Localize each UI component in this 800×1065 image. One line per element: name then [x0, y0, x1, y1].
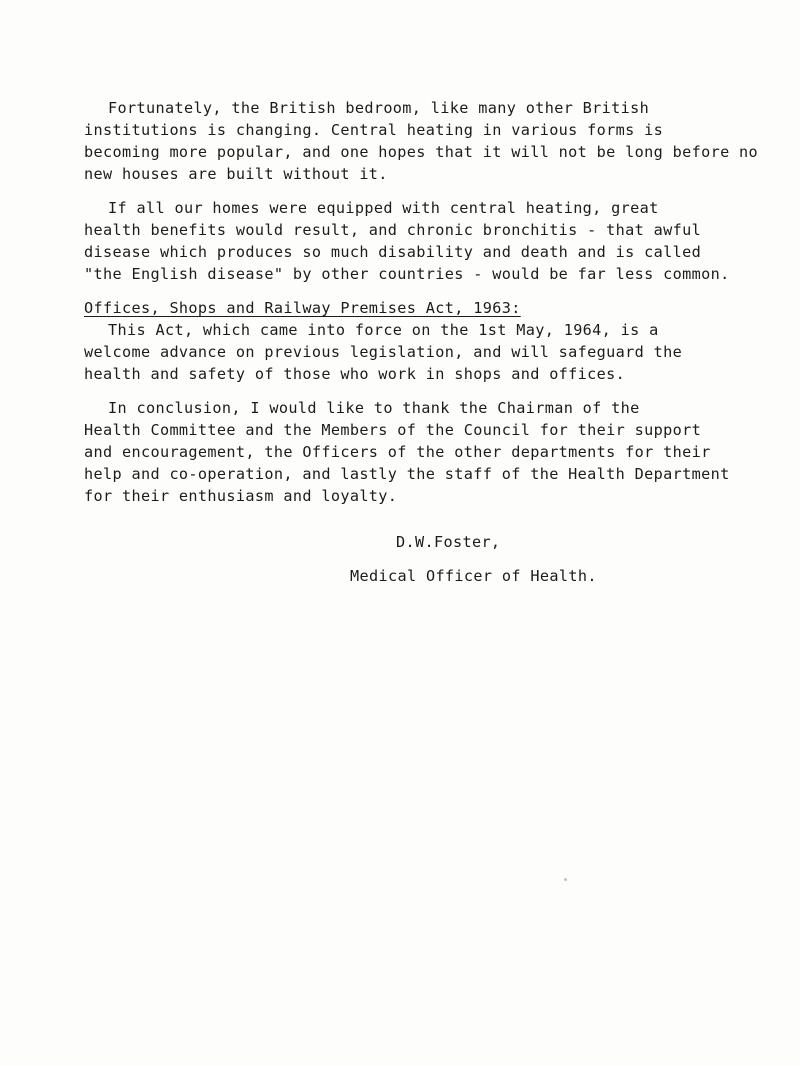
- paragraph-act-line-3: health and safety of those who work in shops and offices.: [84, 365, 626, 383]
- paragraph-conclusion-line-2: Health Committee and the Members of the Council for their support: [84, 421, 702, 439]
- section-heading: Offices, Shops and Railway Premises Act, 1963:: [84, 299, 521, 317]
- paragraph-conclusion-line-5: for their enthusiasm and loyalty.: [84, 487, 398, 505]
- paragraph-conclusion-line-4: help and co-operation, and lastly the staff of the Health Department: [84, 465, 730, 483]
- stray-mark: [564, 878, 567, 881]
- paragraph-health-line-4: "the English disease" by other countries - would be far less common.: [84, 265, 730, 283]
- paragraph-health-line-2: health benefits would result, and chronic bronchitis - that awful: [84, 221, 702, 239]
- paragraph-health-line-1: If all our homes were equipped with central heating, great: [108, 199, 659, 217]
- paragraph-act-line-1: This Act, which came into force on the 1st May, 1964, is a: [108, 321, 659, 339]
- paragraph-heating-line-4: new houses are built without it.: [84, 165, 388, 183]
- paragraph-conclusion-line-1: In conclusion, I would like to thank the Chairman of the: [108, 399, 640, 417]
- paragraph-heating-line-3: becoming more popular, and one hopes that it will not be long before no: [84, 143, 759, 161]
- paragraph-conclusion-line-3: and encouragement, the Officers of the other departments for their: [84, 443, 711, 461]
- paragraph-heating-line-2: institutions is changing. Central heating in various forms is: [84, 121, 664, 139]
- signature-name: D.W.Foster,: [396, 533, 501, 551]
- signature-title: Medical Officer of Health.: [350, 567, 597, 585]
- paragraph-health-line-3: disease which produces so much disability and death and is called: [84, 243, 702, 261]
- paragraph-heating-line-1: Fortunately, the British bedroom, like many other British: [108, 99, 650, 117]
- paragraph-act-line-2: welcome advance on previous legislation, and will safeguard the: [84, 343, 683, 361]
